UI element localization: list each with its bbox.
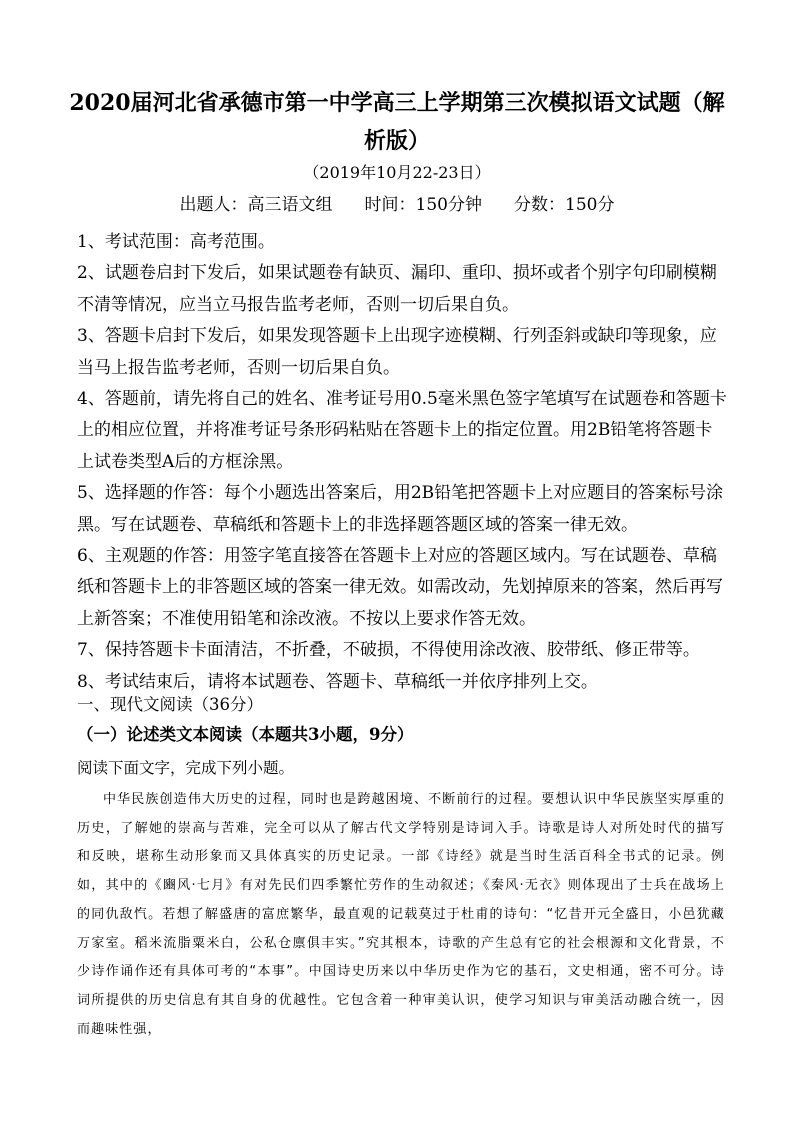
reading-instruction: 阅读下面文字，完成下列小题。 (77, 759, 295, 777)
instruction-item: 3、答题卡启封下发后，如果发现答题卡上出现字迹模糊、行列歪斜或缺印等现象，应当马上报告监考老师，否则一切后果自负。 (77, 326, 717, 378)
subsection-heading: （一）论述类文本阅读（本题共3小题，9分） (77, 725, 414, 744)
instruction-item: 4、答题前，请先将自己的姓名、准考证号用0.5毫米黑色签字笔填写在试题卷和答题卡上的相应位置，并将准考证号条形码粘贴在答题卡上的指定位置。用2B铅笔将答题卡上试卷类型A后的方框涂黑。 (77, 389, 727, 472)
reading-passage: 中华民族创造伟大历史的过程，同时也是跨越困境、不断前行的过程。要想认识中华民族坚实厚重的历史，了解她的崇高与苦难，完全可以从了解古代文学特别是诗词入手。诗歌是诗人对所处时代的描写和反映，堪称生动形象而又具体真实的历史记录。一部《诗经》就是当时生活百科全书式的记录。例如，其中的《豳风·七月》有对先民们四季繁忙劳作的生动叙述；《秦风·无衣》则体现出了士兵在战场上的同仇敌忾。若想了解盛唐的富庶繁华，最直观的记载莫过于杜甫的诗句：“忆昔开元全盛日，小邑犹藏万家室。稻米流脂粟米白，公私仓廪俱丰实。”究其根本，诗歌的产生总有它的社会根源和文化背景，不少诗作诵作还有具体可考的“本事”。中国诗史历来以中华历史作为它的基石，文史相通，密不可分。诗词所提供的历史信息有其自身的优越性。它包含着一种审美认识，使学习知识与审美活动融合统一，因而趣味性强， (77, 792, 725, 1037)
exam-time: 时间：150分钟 (364, 195, 482, 215)
exam-date: （2019年10月22-23日） (303, 163, 491, 182)
instruction-item: 8、考试结束后，请将本试题卷、答题卡、草稿纸一并依序排列上交。 (77, 671, 598, 692)
exam-author: 出题人：高三语文组 (179, 195, 333, 215)
exam-meta (0, 193, 794, 217)
instruction-item: 1、考试范围：高考范围。 (77, 232, 275, 252)
instruction-item: 7、保持答题卡卡面清洁，不折叠，不破损，不得使用涂改液、胶带纸、修正带等。 (77, 640, 700, 661)
instruction-item: 6、主观题的作答：用签字笔直接答在答题卡上对应的答题区域内。写在试题卷、草稿纸和答题卡上的非答题区域的答案一律无效。如需改动，先划掉原来的答案，然后再写上新答案；不准使用铅笔和涂改液。不按以上要求作答无效。 (77, 546, 723, 629)
exam-score: 分数：150分 (514, 195, 615, 215)
section-heading: 一、现代文阅读（36分） (77, 695, 263, 714)
instruction-item: 5、选择题的作答：每个小题选出答案后，用2B铅笔把答题卡上对应题目的答案标号涂黑。写在试题卷、草稿纸和答题卡上的非选择题答题区域的答案一律无效。 (77, 483, 724, 535)
document-title: 2020届河北省承德市第一中学高三上学期第三次模拟语文试题（解析版） (69, 90, 725, 154)
exam-instructions (77, 227, 727, 698)
instruction-item: 2、试题卷启封下发后，如果试题卷有缺页、漏印、重印、损坏或者个别字句印刷模糊不清等情况，应当立马报告监考老师，否则一切后果自负。 (77, 263, 717, 315)
